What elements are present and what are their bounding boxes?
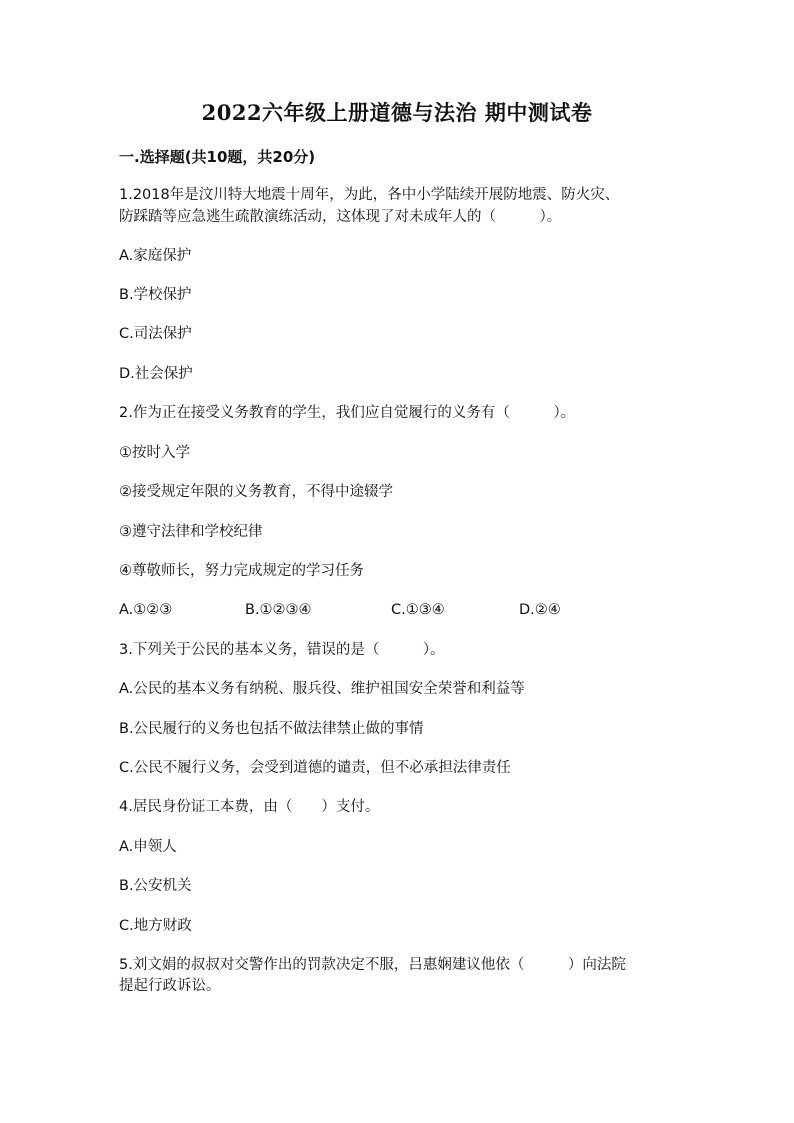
q2-item-4: ④尊敬师长，努力完成规定的学习任务: [119, 563, 364, 579]
q2-item-1: ①按时入学: [119, 445, 190, 461]
exam-title: 2022六年级上册道德与法治 期中测试卷: [201, 100, 593, 125]
q1-stem-line2: 防踩踏等应急逃生疏散演练活动，这体现了对未成年人的（ ）。: [119, 209, 562, 225]
q2-stem: 2.作为正在接受义务教育的学生，我们应自觉履行的义务有（ ）。: [119, 405, 576, 421]
q2-item-3: ③遵守法律和学校纪律: [119, 524, 263, 540]
q1-option-a: A.家庭保护: [119, 248, 192, 264]
q5-stem-line2: 提起行政诉讼。: [119, 978, 221, 994]
q1-option-c: C.司法保护: [119, 326, 192, 342]
q4-option-a: A.申领人: [119, 839, 177, 855]
q1-stem-line1: 1.2018年是汶川特大地震十周年，为此，各中小学陆续开展防地震、防火灾、: [119, 187, 620, 203]
q1-option-d: D.社会保护: [119, 366, 193, 382]
q3-option-b: B.公民履行的义务也包括不做法律禁止做的事情: [119, 721, 424, 737]
q3-stem: 3.下列关于公民的基本义务，错误的是（ ）。: [119, 642, 445, 658]
q5-stem-line1: 5.刘文娟的叔叔对交警作出的罚款决定不服，吕惠娴建议他依（ ）向法院: [119, 957, 626, 973]
q2-option-d: D.②④: [519, 602, 561, 618]
q4-option-c: C.地方财政: [119, 918, 192, 934]
q3-option-c: C.公民不履行义务，会受到道德的谴责，但不必承担法律责任: [119, 760, 511, 776]
q2-item-2: ②接受规定年限的义务教育，不得中途辍学: [119, 484, 393, 500]
q1-option-b: B.学校保护: [119, 287, 192, 303]
section-heading: 一.选择题(共10题，共20分): [119, 148, 316, 166]
q4-stem: 4.居民身份证工本费，由（ ）支付。: [119, 799, 380, 815]
q2-option-b: B.①②③④: [245, 602, 312, 618]
q3-option-a: A.公民的基本义务有纳税、服兵役、维护祖国安全荣誉和利益等: [119, 681, 525, 697]
q4-option-b: B.公安机关: [119, 878, 192, 894]
q2-option-c: C.①③④: [391, 602, 445, 618]
q2-option-a: A.①②③: [119, 602, 173, 618]
